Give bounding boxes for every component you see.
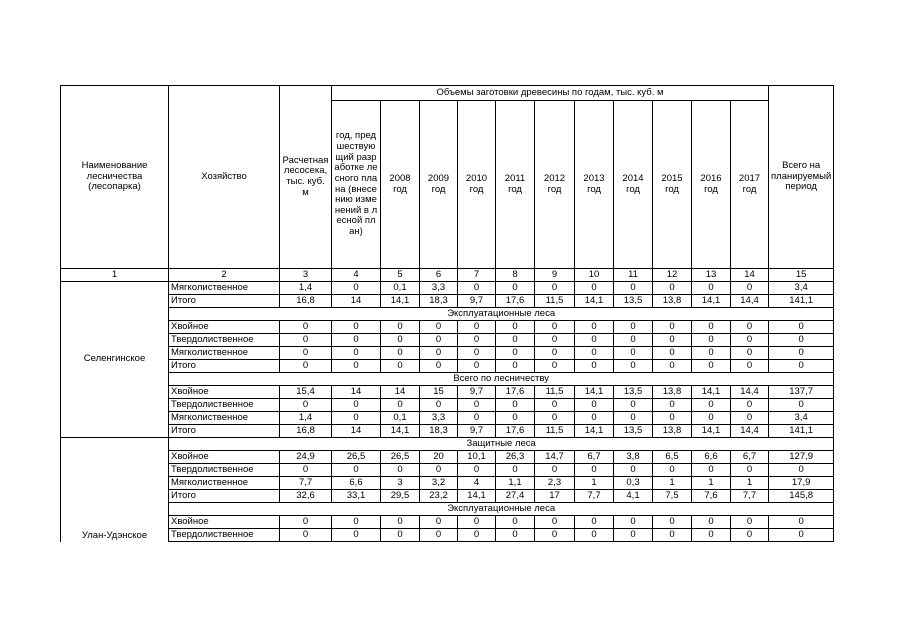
value-cell: 0 bbox=[731, 464, 769, 477]
value-cell: 0 bbox=[458, 321, 496, 334]
value-cell: 18,3 bbox=[420, 295, 458, 308]
value-cell: 0 bbox=[280, 529, 332, 542]
table-row bbox=[61, 490, 834, 503]
row-label: Мягколиственное bbox=[169, 347, 280, 360]
value-cell: 14,1 bbox=[575, 386, 614, 399]
header-year-6: 2014 год bbox=[614, 101, 653, 269]
value-cell: 13,5 bbox=[614, 386, 653, 399]
value-cell: 15 bbox=[420, 386, 458, 399]
table-row bbox=[61, 399, 834, 412]
value-cell: 14,1 bbox=[692, 425, 731, 438]
header-allowable-cut: Расчетная лесосека, тыс. куб. м bbox=[280, 86, 332, 269]
value-cell: 0 bbox=[280, 334, 332, 347]
value-cell: 0 bbox=[653, 516, 692, 529]
table-row bbox=[61, 347, 834, 360]
value-cell: 0 bbox=[458, 529, 496, 542]
value-cell: 0 bbox=[458, 360, 496, 373]
table-row bbox=[61, 451, 834, 464]
value-cell: 0 bbox=[420, 321, 458, 334]
value-cell: 9,7 bbox=[458, 386, 496, 399]
value-cell: 14 bbox=[332, 425, 381, 438]
table-row bbox=[61, 295, 834, 308]
row-label: Итого bbox=[169, 490, 280, 503]
value-cell: 0 bbox=[458, 399, 496, 412]
value-cell: 17,6 bbox=[496, 425, 535, 438]
value-cell: 10,1 bbox=[458, 451, 496, 464]
value-cell: 13,8 bbox=[653, 425, 692, 438]
value-cell: 15,4 bbox=[280, 386, 332, 399]
value-cell: 14,7 bbox=[535, 451, 575, 464]
value-cell: 3,3 bbox=[420, 282, 458, 295]
header-year-2: 2010 год bbox=[458, 101, 496, 269]
value-cell: 0 bbox=[653, 347, 692, 360]
value-cell: 0 bbox=[731, 347, 769, 360]
header-year-4: 2012 год bbox=[535, 101, 575, 269]
value-cell: 0 bbox=[575, 516, 614, 529]
row-label: Твердолиственное bbox=[169, 529, 280, 542]
value-cell: 0 bbox=[692, 412, 731, 425]
value-cell: 11,5 bbox=[535, 295, 575, 308]
value-cell: 14,4 bbox=[731, 386, 769, 399]
header-prev-year: год, предшествующий разработке лесного плана (внесению изменений в лесной план) bbox=[332, 101, 381, 269]
table-row bbox=[61, 464, 834, 477]
value-cell: 0 bbox=[731, 334, 769, 347]
value-cell: 6,6 bbox=[332, 477, 381, 490]
value-cell: 0 bbox=[535, 412, 575, 425]
value-cell: 14,1 bbox=[692, 295, 731, 308]
row-label: Твердолиственное bbox=[169, 464, 280, 477]
value-cell: 0 bbox=[381, 334, 420, 347]
value-cell: 0 bbox=[614, 464, 653, 477]
table-row bbox=[61, 425, 834, 438]
column-number: 7 bbox=[458, 269, 496, 282]
value-cell: 0 bbox=[692, 321, 731, 334]
value-cell: 0 bbox=[575, 334, 614, 347]
value-cell: 0 bbox=[731, 516, 769, 529]
value-cell: 0 bbox=[535, 516, 575, 529]
column-number: 10 bbox=[575, 269, 614, 282]
value-cell: 7,6 bbox=[692, 490, 731, 503]
value-cell: 0 bbox=[420, 347, 458, 360]
value-cell: 13,8 bbox=[653, 295, 692, 308]
value-cell: 0 bbox=[653, 334, 692, 347]
value-cell: 6,6 bbox=[692, 451, 731, 464]
header-forestry: Наименование лесничества (лесопарка) bbox=[61, 86, 169, 269]
value-cell: 6,7 bbox=[575, 451, 614, 464]
row-label: Хвойное bbox=[169, 386, 280, 399]
row-label: Мягколиственное bbox=[169, 412, 280, 425]
value-cell: 0 bbox=[458, 412, 496, 425]
value-cell: 0 bbox=[332, 399, 381, 412]
header-year-9: 2017 год bbox=[731, 101, 769, 269]
value-cell: 0 bbox=[769, 347, 834, 360]
value-cell: 23,2 bbox=[420, 490, 458, 503]
value-cell: 13,5 bbox=[614, 295, 653, 308]
value-cell: 7,7 bbox=[575, 490, 614, 503]
column-number: 14 bbox=[731, 269, 769, 282]
value-cell: 141,1 bbox=[769, 295, 834, 308]
column-number: 15 bbox=[769, 269, 834, 282]
row-label: Мягколиственное bbox=[169, 282, 280, 295]
value-cell: 0 bbox=[575, 529, 614, 542]
value-cell: 0 bbox=[692, 464, 731, 477]
row-label: Твердолиственное bbox=[169, 334, 280, 347]
value-cell: 0 bbox=[769, 464, 834, 477]
value-cell: 0 bbox=[420, 399, 458, 412]
value-cell: 0 bbox=[458, 334, 496, 347]
value-cell: 0 bbox=[280, 464, 332, 477]
section-label: Всего по лесничеству bbox=[169, 373, 834, 386]
value-cell: 0 bbox=[496, 347, 535, 360]
value-cell: 0 bbox=[769, 529, 834, 542]
value-cell: 14,1 bbox=[381, 295, 420, 308]
header-year-1: 2009 год bbox=[420, 101, 458, 269]
value-cell: 14 bbox=[332, 295, 381, 308]
value-cell: 14 bbox=[332, 386, 381, 399]
value-cell: 0 bbox=[535, 282, 575, 295]
value-cell: 0 bbox=[420, 464, 458, 477]
value-cell: 0 bbox=[575, 347, 614, 360]
value-cell: 14,4 bbox=[731, 425, 769, 438]
value-cell: 0 bbox=[535, 464, 575, 477]
header-year-5: 2013 год bbox=[575, 101, 614, 269]
value-cell: 0 bbox=[653, 399, 692, 412]
value-cell: 0 bbox=[381, 321, 420, 334]
table-row bbox=[61, 516, 834, 529]
value-cell: 0 bbox=[332, 412, 381, 425]
value-cell: 0 bbox=[535, 529, 575, 542]
column-number: 9 bbox=[535, 269, 575, 282]
header-year-8: 2016 год bbox=[692, 101, 731, 269]
value-cell: 1,4 bbox=[280, 282, 332, 295]
value-cell: 0 bbox=[458, 516, 496, 529]
value-cell: 0 bbox=[692, 282, 731, 295]
value-cell: 1,1 bbox=[496, 477, 535, 490]
value-cell: 0 bbox=[575, 360, 614, 373]
value-cell: 0 bbox=[535, 347, 575, 360]
value-cell: 1 bbox=[731, 477, 769, 490]
value-cell: 0 bbox=[280, 399, 332, 412]
value-cell: 0 bbox=[381, 360, 420, 373]
value-cell: 0 bbox=[496, 282, 535, 295]
section-label: Эксплуатационные леса bbox=[169, 308, 834, 321]
value-cell: 0 bbox=[692, 347, 731, 360]
value-cell: 1 bbox=[575, 477, 614, 490]
value-cell: 0 bbox=[575, 464, 614, 477]
value-cell: 14,1 bbox=[381, 425, 420, 438]
section-label: Эксплуатационные леса bbox=[169, 503, 834, 516]
value-cell: 0 bbox=[535, 334, 575, 347]
value-cell: 0 bbox=[731, 321, 769, 334]
value-cell: 29,5 bbox=[381, 490, 420, 503]
value-cell: 0 bbox=[731, 399, 769, 412]
value-cell: 3,3 bbox=[420, 412, 458, 425]
table-row bbox=[61, 282, 834, 295]
value-cell: 9,7 bbox=[458, 295, 496, 308]
value-cell: 0 bbox=[332, 282, 381, 295]
value-cell: 0 bbox=[769, 321, 834, 334]
row-label: Мягколиственное bbox=[169, 477, 280, 490]
column-number: 6 bbox=[420, 269, 458, 282]
value-cell: 6,7 bbox=[731, 451, 769, 464]
value-cell: 0 bbox=[614, 516, 653, 529]
column-number: 8 bbox=[496, 269, 535, 282]
value-cell: 0 bbox=[769, 399, 834, 412]
value-cell: 9,7 bbox=[458, 425, 496, 438]
column-number: 12 bbox=[653, 269, 692, 282]
forestry-name: Улан-Удэнское bbox=[61, 438, 169, 542]
value-cell: 17,6 bbox=[496, 386, 535, 399]
section-row bbox=[61, 503, 834, 516]
value-cell: 7,7 bbox=[731, 490, 769, 503]
value-cell: 0,3 bbox=[614, 477, 653, 490]
value-cell: 141,1 bbox=[769, 425, 834, 438]
value-cell: 7,7 bbox=[280, 477, 332, 490]
row-label: Хвойное bbox=[169, 451, 280, 464]
column-number-row bbox=[61, 269, 834, 282]
value-cell: 3,8 bbox=[614, 451, 653, 464]
value-cell: 14,1 bbox=[575, 425, 614, 438]
value-cell: 14,1 bbox=[575, 295, 614, 308]
value-cell: 0 bbox=[381, 516, 420, 529]
value-cell: 0 bbox=[614, 399, 653, 412]
value-cell: 0 bbox=[575, 412, 614, 425]
header-volumes-title: Объемы заготовки древесины по годам, тыс. куб. м bbox=[332, 86, 769, 101]
table-row bbox=[61, 360, 834, 373]
value-cell: 26,3 bbox=[496, 451, 535, 464]
value-cell: 3 bbox=[381, 477, 420, 490]
value-cell: 0 bbox=[420, 529, 458, 542]
value-cell: 0 bbox=[496, 360, 535, 373]
value-cell: 20 bbox=[420, 451, 458, 464]
value-cell: 0 bbox=[575, 399, 614, 412]
header-year-7: 2015 год bbox=[653, 101, 692, 269]
value-cell: 3,4 bbox=[769, 412, 834, 425]
column-number: 1 bbox=[61, 269, 169, 282]
value-cell: 0 bbox=[496, 516, 535, 529]
value-cell: 0 bbox=[420, 334, 458, 347]
section-row bbox=[61, 373, 834, 386]
value-cell: 14,4 bbox=[731, 295, 769, 308]
value-cell: 11,5 bbox=[535, 425, 575, 438]
value-cell: 1,4 bbox=[280, 412, 332, 425]
value-cell: 11,5 bbox=[535, 386, 575, 399]
value-cell: 16,8 bbox=[280, 295, 332, 308]
column-number: 5 bbox=[381, 269, 420, 282]
value-cell: 0 bbox=[614, 529, 653, 542]
row-label: Итого bbox=[169, 425, 280, 438]
value-cell: 0 bbox=[496, 529, 535, 542]
value-cell: 1 bbox=[692, 477, 731, 490]
row-label: Твердолиственное bbox=[169, 399, 280, 412]
value-cell: 0 bbox=[458, 282, 496, 295]
value-cell: 0 bbox=[535, 399, 575, 412]
section-label: Защитные леса bbox=[169, 438, 834, 451]
row-label: Итого bbox=[169, 295, 280, 308]
value-cell: 27,4 bbox=[496, 490, 535, 503]
value-cell: 16,8 bbox=[280, 425, 332, 438]
value-cell: 137,7 bbox=[769, 386, 834, 399]
value-cell: 0 bbox=[653, 360, 692, 373]
value-cell: 0 bbox=[614, 360, 653, 373]
value-cell: 0 bbox=[496, 399, 535, 412]
value-cell: 0 bbox=[280, 516, 332, 529]
value-cell: 0 bbox=[381, 347, 420, 360]
value-cell: 0 bbox=[280, 347, 332, 360]
value-cell: 14,1 bbox=[692, 386, 731, 399]
value-cell: 7,5 bbox=[653, 490, 692, 503]
value-cell: 32,6 bbox=[280, 490, 332, 503]
value-cell: 13,8 bbox=[653, 386, 692, 399]
value-cell: 2,3 bbox=[535, 477, 575, 490]
value-cell: 18,3 bbox=[420, 425, 458, 438]
table-row bbox=[61, 477, 834, 490]
value-cell: 0 bbox=[614, 321, 653, 334]
value-cell: 0 bbox=[692, 399, 731, 412]
value-cell: 0 bbox=[731, 529, 769, 542]
value-cell: 0 bbox=[653, 321, 692, 334]
value-cell: 24,9 bbox=[280, 451, 332, 464]
value-cell: 1 bbox=[653, 477, 692, 490]
value-cell: 0 bbox=[692, 529, 731, 542]
section-row bbox=[61, 438, 834, 451]
value-cell: 0,1 bbox=[381, 282, 420, 295]
value-cell: 0 bbox=[420, 516, 458, 529]
value-cell: 0 bbox=[731, 360, 769, 373]
value-cell: 0 bbox=[769, 360, 834, 373]
value-cell: 0 bbox=[535, 321, 575, 334]
value-cell: 0 bbox=[731, 282, 769, 295]
value-cell: 0 bbox=[496, 464, 535, 477]
value-cell: 0,1 bbox=[381, 412, 420, 425]
value-cell: 0 bbox=[692, 334, 731, 347]
column-number: 11 bbox=[614, 269, 653, 282]
value-cell: 0 bbox=[731, 412, 769, 425]
header-total: Всего на планируемый период bbox=[769, 86, 834, 269]
table-row bbox=[61, 321, 834, 334]
value-cell: 0 bbox=[280, 321, 332, 334]
value-cell: 13,5 bbox=[614, 425, 653, 438]
header-year-3: 2011 год bbox=[496, 101, 535, 269]
value-cell: 14,1 bbox=[458, 490, 496, 503]
value-cell: 0 bbox=[332, 529, 381, 542]
value-cell: 0 bbox=[692, 516, 731, 529]
column-number: 13 bbox=[692, 269, 731, 282]
value-cell: 3,4 bbox=[769, 282, 834, 295]
value-cell: 0 bbox=[653, 282, 692, 295]
section-row bbox=[61, 308, 834, 321]
value-cell: 0 bbox=[332, 334, 381, 347]
row-label: Хвойное bbox=[169, 321, 280, 334]
value-cell: 26,5 bbox=[332, 451, 381, 464]
value-cell: 17,6 bbox=[496, 295, 535, 308]
column-number: 2 bbox=[169, 269, 280, 282]
value-cell: 0 bbox=[458, 347, 496, 360]
value-cell: 4,1 bbox=[614, 490, 653, 503]
value-cell: 0 bbox=[653, 529, 692, 542]
value-cell: 0 bbox=[575, 321, 614, 334]
value-cell: 0 bbox=[575, 282, 614, 295]
value-cell: 0 bbox=[496, 334, 535, 347]
column-number: 3 bbox=[280, 269, 332, 282]
table-row bbox=[61, 412, 834, 425]
value-cell: 0 bbox=[653, 464, 692, 477]
value-cell: 17 bbox=[535, 490, 575, 503]
value-cell: 33,1 bbox=[332, 490, 381, 503]
value-cell: 0 bbox=[496, 321, 535, 334]
value-cell: 0 bbox=[653, 412, 692, 425]
value-cell: 0 bbox=[614, 334, 653, 347]
value-cell: 0 bbox=[332, 464, 381, 477]
row-label: Итого bbox=[169, 360, 280, 373]
value-cell: 6,5 bbox=[653, 451, 692, 464]
forestry-name: Селенгинское bbox=[61, 282, 169, 438]
table-row bbox=[61, 334, 834, 347]
row-label: Хвойное bbox=[169, 516, 280, 529]
value-cell: 127,9 bbox=[769, 451, 834, 464]
value-cell: 0 bbox=[381, 399, 420, 412]
value-cell: 26,5 bbox=[381, 451, 420, 464]
value-cell: 17,9 bbox=[769, 477, 834, 490]
table-row bbox=[61, 529, 834, 542]
value-cell: 14 bbox=[381, 386, 420, 399]
value-cell: 0 bbox=[614, 347, 653, 360]
table-row bbox=[61, 386, 834, 399]
value-cell: 0 bbox=[332, 360, 381, 373]
value-cell: 0 bbox=[332, 347, 381, 360]
header-year-0: 2008 год bbox=[381, 101, 420, 269]
value-cell: 0 bbox=[535, 360, 575, 373]
value-cell: 0 bbox=[381, 529, 420, 542]
value-cell: 0 bbox=[280, 360, 332, 373]
value-cell: 0 bbox=[332, 321, 381, 334]
value-cell: 0 bbox=[332, 516, 381, 529]
value-cell: 0 bbox=[692, 360, 731, 373]
value-cell: 0 bbox=[769, 334, 834, 347]
value-cell: 0 bbox=[420, 360, 458, 373]
value-cell: 0 bbox=[614, 282, 653, 295]
value-cell: 0 bbox=[769, 516, 834, 529]
value-cell: 0 bbox=[458, 464, 496, 477]
header-economy: Хозяйство bbox=[169, 86, 280, 269]
column-number: 4 bbox=[332, 269, 381, 282]
value-cell: 3,2 bbox=[420, 477, 458, 490]
value-cell: 145,8 bbox=[769, 490, 834, 503]
value-cell: 0 bbox=[614, 412, 653, 425]
value-cell: 0 bbox=[381, 464, 420, 477]
harvest-volume-table bbox=[60, 85, 834, 542]
value-cell: 4 bbox=[458, 477, 496, 490]
value-cell: 0 bbox=[496, 412, 535, 425]
